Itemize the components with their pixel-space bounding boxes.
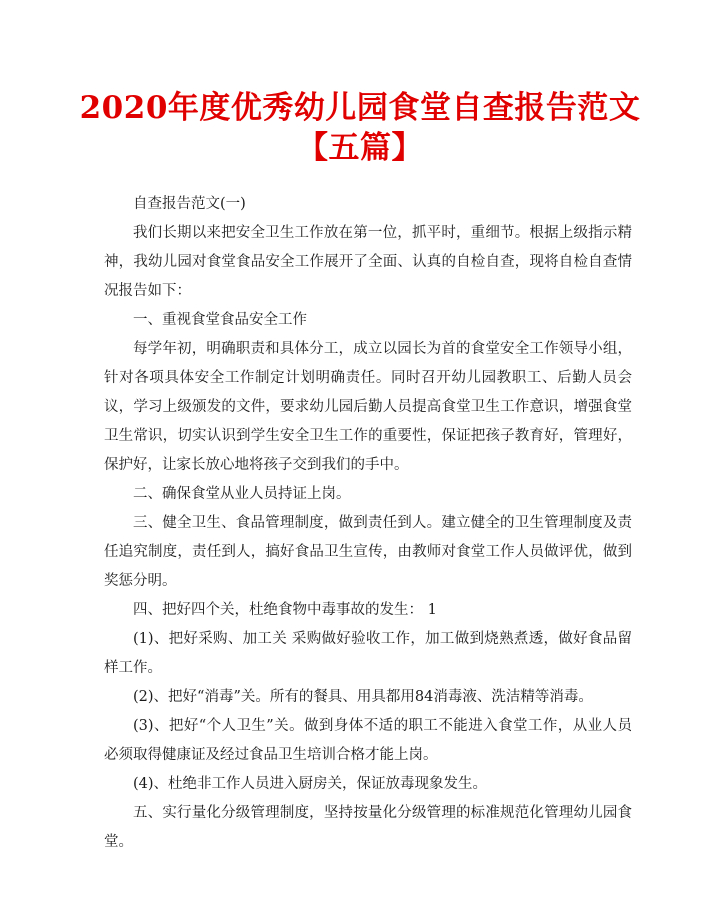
section-heading-5: 五、实行量化分级管理制度，坚持按量化分级管理的标准规范化管理幼儿园食堂。 (104, 805, 632, 850)
document-title: 2020年度优秀幼儿园食堂自查报告范文 (79, 90, 641, 126)
document-body (104, 190, 632, 857)
list-item-4: (4)、杜绝非工作人员进入厨房关，保证放毒现象发生。 (133, 776, 488, 792)
paragraph-section-3: 三、健全卫生、食品管理制度，做到责任到人。建立健全的卫生管理制度及责任追究制度，责任到人，搞好食品卫生宣传，由教师对食堂工作人员做评优，做到奖惩分明。 (104, 515, 632, 589)
document-title-subtitle: 【五篇】 (297, 130, 423, 166)
paragraph-intro: 我们长期以来把安全卫生工作放在第一位，抓平时，重细节。根据上级指示精神，我幼儿园对食堂食品安全工作展开了全面、认真的自检自查，现将自检自查情况报告如下： (104, 225, 632, 299)
section-heading-4: 四、把好四个关，杜绝食物中毒事故的发生： 1 (133, 602, 437, 618)
paragraph-heading-sample: 自查报告范文(一) (133, 196, 246, 212)
list-item-1: (1)、把好采购、加工关 采购做好验收工作，加工做到烧熟煮透，做好食品留样工作。 (104, 631, 632, 676)
list-item-3: (3)、把好“个人卫生”关。做到身体不适的职工不能进入食堂工作，从业人员必须取得健康证及经过食品卫生培训合格才能上岗。 (104, 718, 632, 763)
section-heading-2: 二、确保食堂从业人员持证上岗。 (133, 486, 351, 502)
list-item-2: (2)、把好“消毒”关。所有的餐具、用具都用84消毒液、洗洁精等消毒。 (133, 689, 593, 705)
section-heading-1: 一、重视食堂食品安全工作 (133, 312, 307, 328)
paragraph-section-1: 每学年初，明确职责和具体分工，成立以园长为首的食堂安全工作领导小组，针对各项具体安全工作制定计划明确责任。同时召开幼儿园教职工、后勤人员会议，学习上级颁发的文件，要求幼儿园后勤人员提高食堂卫生工作意识，增强食堂卫生常识，切实认识到学生安全卫生工作的重要性，保证把孩子教育好，管理好，保护好，让家长放心地将孩子交到我们的手中。 (104, 341, 632, 473)
